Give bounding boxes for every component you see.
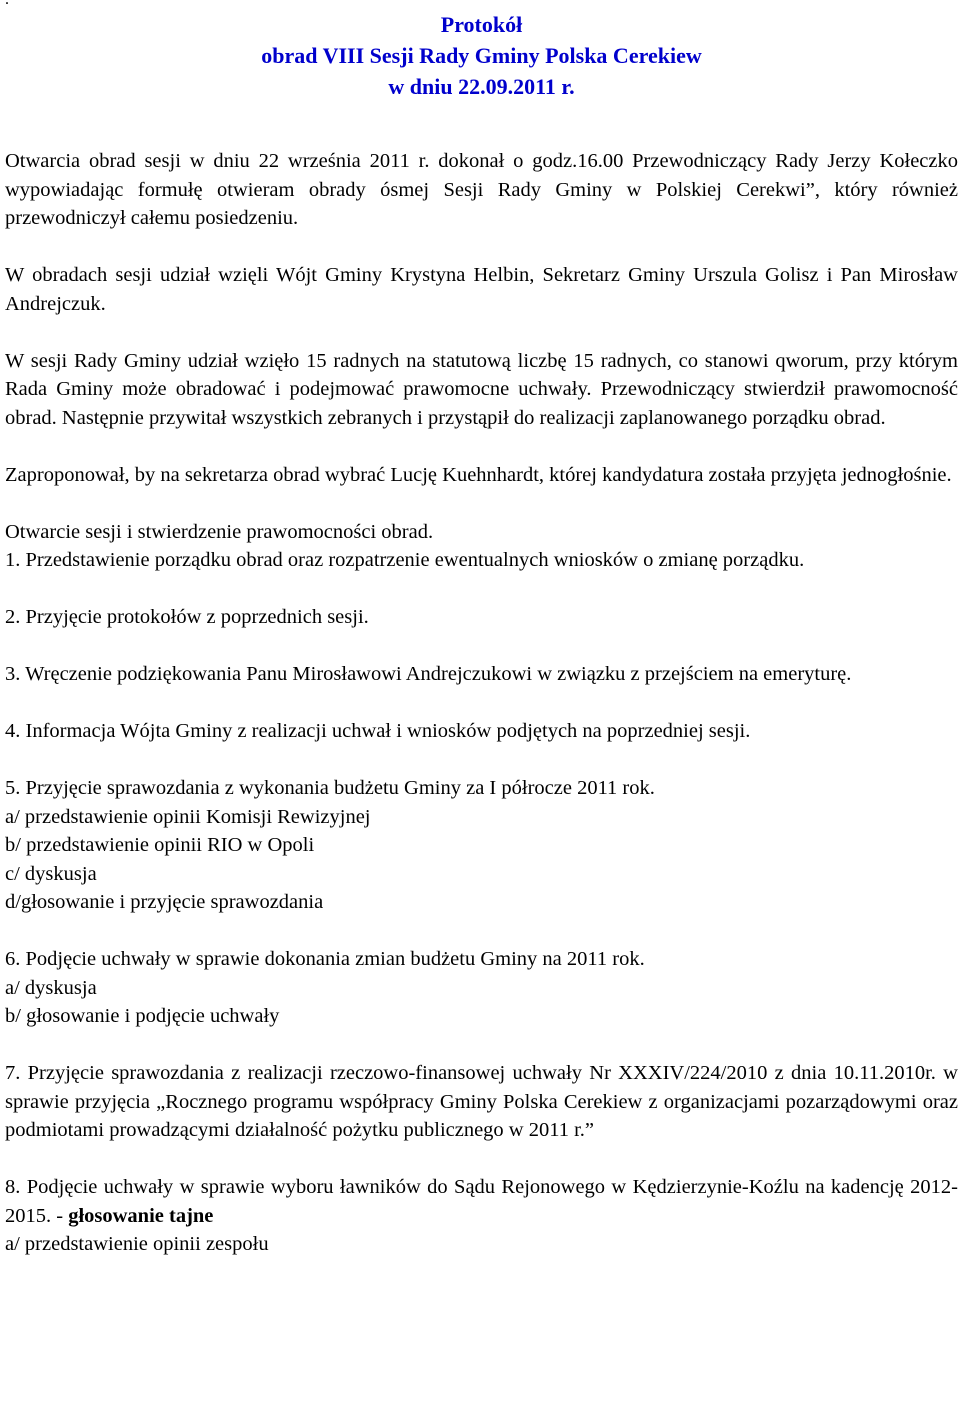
agenda-item-5 [5,774,958,917]
agenda-item-8-text: 8. Podjęcie uchwały w sprawie wyboru ławników do Sądu Rejonowego w Kędzierzynie-Koźlu na kadencję 2012-2015. - [5,1176,958,1227]
agenda-item-6 [5,945,958,1031]
agenda-item-6-title: 6. Podjęcie uchwały w sprawie dokonania zmian budżetu Gminy na 2011 rok. [5,948,645,970]
agenda-item-5-title: 5. Przyjęcie sprawozdania z wykonania budżetu Gminy za I półrocze 2011 rok. [5,777,655,799]
agenda-item-5-sub-d: d/głosowanie i przyjęcie sprawozdania [5,891,324,913]
agenda-item-5-sub-a: a/ przedstawienie opinii Komisji Rewizyjnej [5,805,371,828]
paragraph-quorum: W sesji Rady Gminy udział wzięło 15 radnych na statutową liczbę 15 radnych, co stanowi qworum, przy którym Rada Gminy może obradować i podejmować prawomocne uchwały. Przewodniczący stwierdził prawomocność obrad. Następnie przywitał wszystkich zebranych i przystąpił do realizacji zaplanowanego porządku obrad. [5,349,958,429]
agenda-item-7: 7. Przyjęcie sprawozdania z realizacji rzeczowo-finansowej uchwały Nr XXXIV/224/2010 z dnia 10.11.2010r. w sprawie przyjęcia „Rocznego programu współpracy Gminy Polska Cerekiew z organizacjami pozarządowymi oraz podmiotami prowadzącymi działalność pożytku publicznego w 2011 r.” [5,1062,958,1141]
agenda-item-8-bold: głosowanie tajne [68,1204,214,1227]
paragraph-opening: Otwarcia obrad sesji w dniu 22 września 2011 r. dokonał o godz.16.00 Przewodniczący Rady Jerzy Kołeczko wypowiadając formułę otwieram obrady ósmej Sesji Rady Gminy w Polskiej Cerekwi”, który również przewodniczył całemu posiedzeniu. [5,150,958,229]
document-body [5,147,958,1259]
document-title: Protokół [440,12,523,37]
agenda-item-5-sub-c: c/ dyskusja [5,862,97,885]
agenda-item-6-sub-a: a/ dyskusja [5,976,97,999]
agenda-item-6-sub-b: b/ głosowanie i podjęcie uchwały [5,1005,280,1027]
agenda-item-2: 2. Przyjęcie protokołów z poprzednich sesji. [5,606,369,628]
agenda-item-8-sub-a: a/ przedstawienie opinii zespołu [5,1233,269,1255]
document-header [5,9,958,102]
document-date: w dniu 22.09.2011 r. [388,74,575,99]
agenda-item-8 [5,1173,958,1259]
document-page [5,0,958,1259]
agenda-item-1: 1. Przedstawienie porządku obrad oraz rozpatrzenie ewentualnych wniosków o zmianę porządku. [5,549,805,571]
document-subtitle: obrad VIII Sesji Rady Gminy Polska Cerekiew [261,43,702,68]
agenda-intro: Otwarcie sesji i stwierdzenie prawomocności obrad. [5,520,434,543]
agenda-item-4: 4. Informacja Wójta Gminy z realizacji uchwał i wniosków podjętych na poprzedniej sesji. [5,720,751,742]
agenda-item-5-sub-b: b/ przedstawienie opinii RIO w Opoli [5,834,315,856]
paragraph-participants: W obradach sesji udział wzięli Wójt Gminy Krystyna Helbin, Sekretarz Gminy Urszula Golisz i Pan Mirosław Andrejczuk. [5,264,958,315]
paragraph-secretary: Zaproponował, by na sekretarza obrad wybrać Lucję Kuehnhardt, której kandydatura została przyjęta jednogłośnie. [5,463,952,486]
agenda-item-3: 3. Wręczenie podziękowania Panu Mirosławowi Andrejczukowi w związku z przejściem na emeryturę. [5,663,852,685]
